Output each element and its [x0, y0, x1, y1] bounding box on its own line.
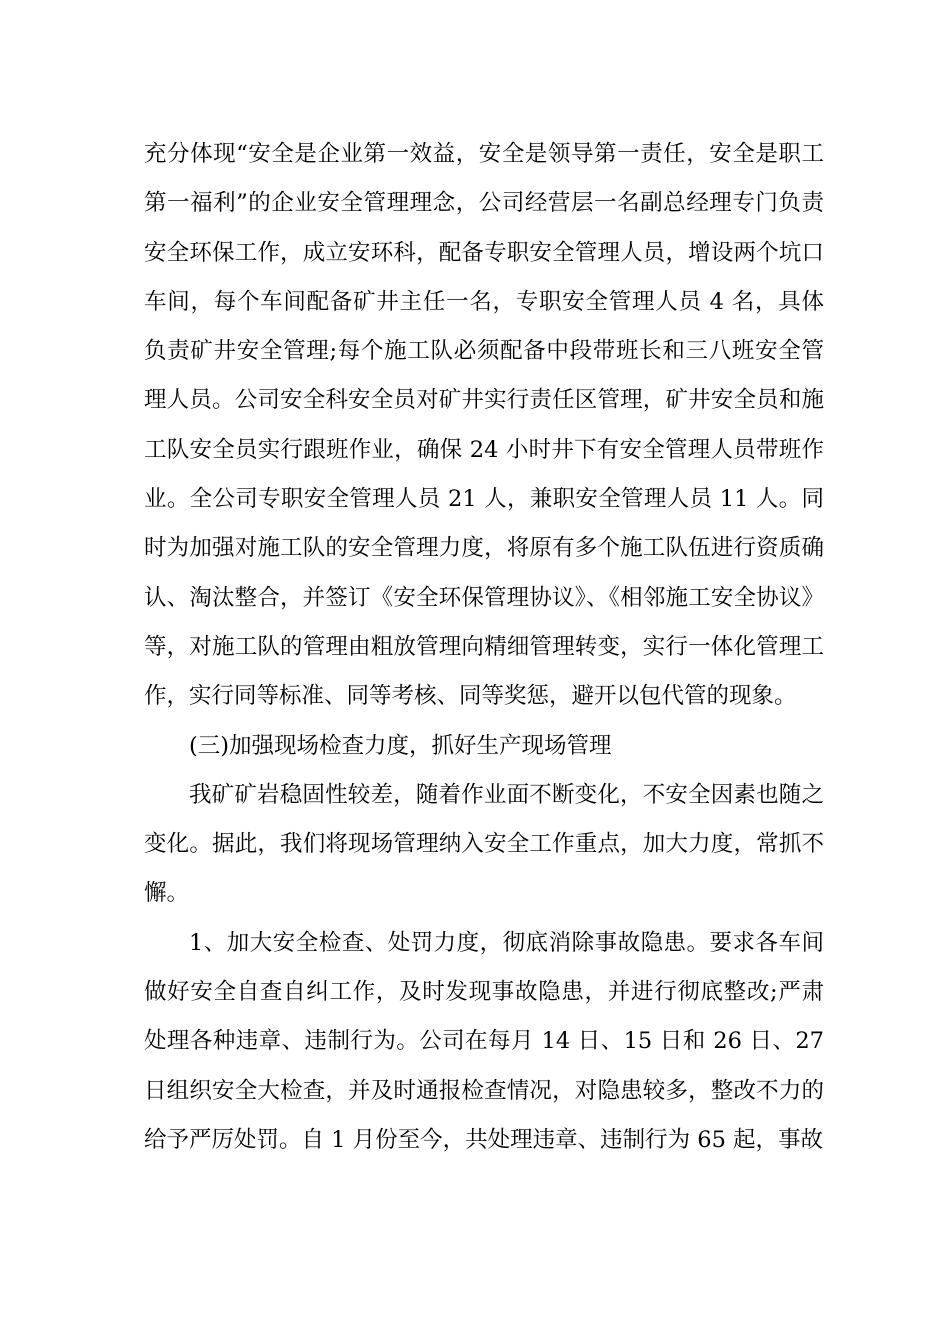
paragraph-rock-stability: 我矿矿岩稳固性较差，随着作业面不断变化，不安全因素也随之变化。据此，我们将现场管理纳入安全工作重点，加大力度，常抓不懈。 — [144, 781, 824, 907]
paragraph-safety-inspection: 1、加大安全检查、处罚力度，彻底消除事故隐患。要求各车间做好安全自查自纠工作，及时发现事故隐患，并进行彻底整改;严肃处理各种违章、违制行为。公司在每月 14 日、15 日和 26 日、27 日组织安全大检查，并及时通报检查情况，对隐患较多，整改不力的给予严厉处罚。自 1 月份至今，共处理违章、违制行为 65 起，事故 — [144, 929, 824, 1153]
section-heading-site-inspection: (三)加强现场检查力度，抓好生产现场管理 — [189, 732, 612, 759]
document-body — [144, 130, 824, 1165]
paragraph-org-structure: 充分体现“安全是企业第一效益，安全是领导第一责任，安全是职工第一福利”的企业安全管理理念，公司经营层一名副总经理专门负责安全环保工作，成立安环科，配备专职安全管理人员，增设两个坑口车间，每个车间配备矿井主任一名，专职安全管理人员 4 名，具体负责矿井安全管理;每个施工队必须配备中段带班长和三八班安全管理人员。公司安全科安全员对矿井实行责任区管理，矿井安全员和施工队安全员实行跟班作业，确保 24 小时井下有安全管理人员带班作业。全公司专职安全管理人员 21 人，兼职安全管理人员 11 人。同时为加强对施工队的安全管理力度，将原有多个施工队伍进行资质确认、淘汰整合，并签订《安全环保管理协议》、《相邻施工安全协议》等，对施工队的管理由粗放管理向精细管理转变，实行一体化管理工作，实行同等标准、同等考核、同等奖惩，避开以包代管的现象。 — [144, 141, 824, 710]
